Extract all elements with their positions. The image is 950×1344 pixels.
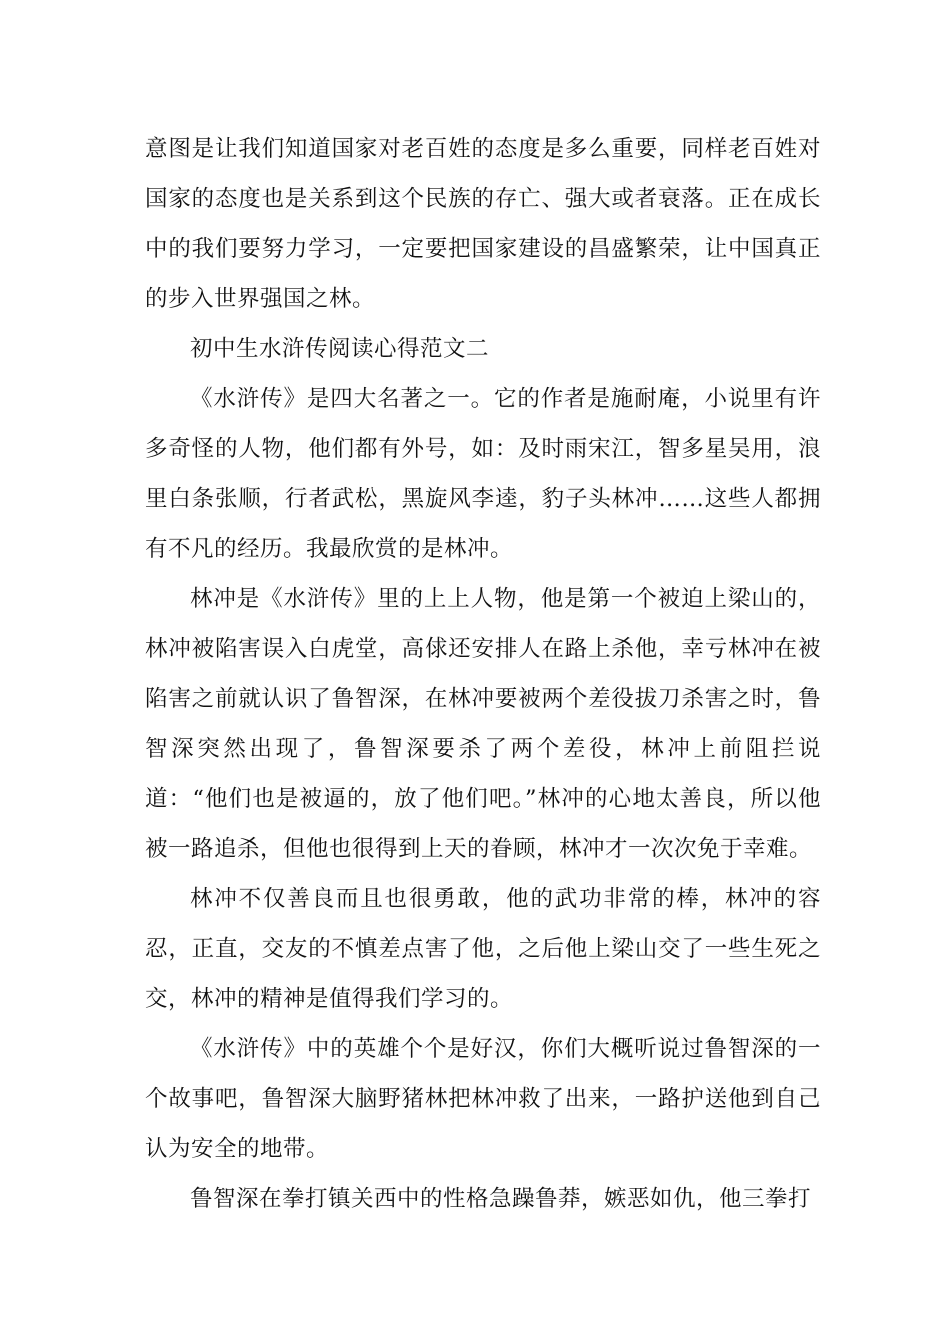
document-body xyxy=(145,124,821,1224)
paragraph-heroes: 《水浒传》中的英雄个个是好汉，你们大概听说过鲁智深的一个故事吧，鲁智深大脑野猪林把林冲救了出来，一路护送他到自己认为安全的地带。 xyxy=(145,1036,821,1162)
paragraph-linchong-story: 林冲是《水浒传》里的上上人物，他是第一个被迫上梁山的，林冲被陷害误入白虎堂，高俅还安排人在路上杀他，幸亏林冲在被陷害之前就认识了鲁智深，在林冲要被两个差役拔刀杀害之时，鲁智深突然出现了，鲁智深要杀了两个差役，林冲上前阻拦说道：“他们也是被逼的，放了他们吧。”林冲的心地太善良，所以他被一路追杀，但他也很得到上天的眷顾，林冲才一次次免于幸难。 xyxy=(145,586,821,862)
paragraph-continuation: 意图是让我们知道国家对老百姓的态度是多么重要，同样老百姓对国家的态度也是关系到这个民族的存亡、强大或者衰落。正在成长中的我们要努力学习，一定要把国家建设的昌盛繁荣，让中国真正的步入世界强国之林。 xyxy=(145,136,821,312)
section-heading: 初中生水浒传阅读心得范文二 xyxy=(190,336,490,362)
paragraph-linchong-character: 林冲不仅善良而且也很勇敢，他的武功非常的棒，林冲的容忍，正直，交友的不慎差点害了他，之后他上梁山交了一些生死之交，林冲的精神是值得我们学习的。 xyxy=(145,886,821,1012)
paragraph-intro: 《水浒传》是四大名著之一。它的作者是施耐庵，小说里有许多奇怪的人物，他们都有外号，如：及时雨宋江，智多星吴用，浪里白条张顺，行者武松，黑旋风李逵，豹子头林冲……这些人都拥有不凡的经历。我最欣赏的是林冲。 xyxy=(145,386,821,562)
paragraph-luzhishen: 鲁智深在拳打镇关西中的性格急躁鲁莽，嫉恶如仇，他三拳打 xyxy=(190,1186,812,1212)
